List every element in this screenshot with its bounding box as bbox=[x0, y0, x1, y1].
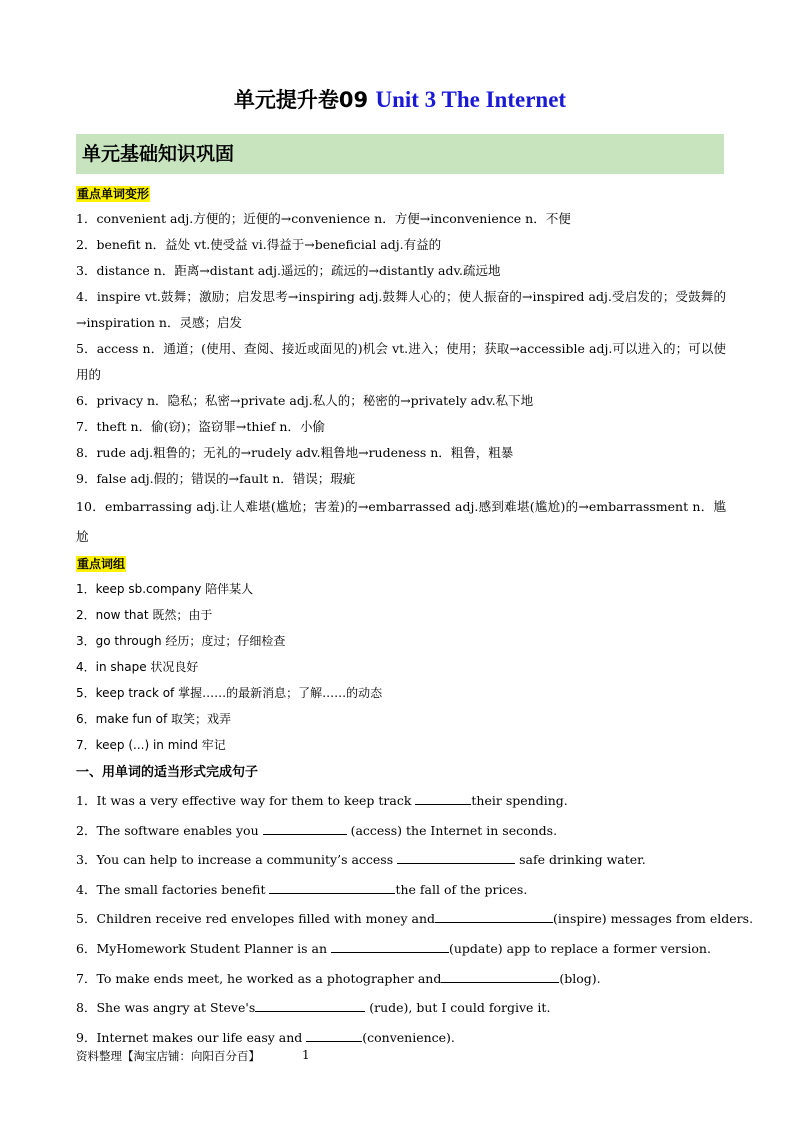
question-text: 3．You can help to increase a community’s access bbox=[76, 852, 398, 868]
exercise-question bbox=[76, 875, 726, 905]
question-text: safe drinking water. bbox=[515, 852, 646, 868]
question-text: the fall of the prices. bbox=[395, 881, 528, 897]
word-section-heading: 重点单词变形 bbox=[77, 187, 150, 201]
exercise-question bbox=[76, 904, 754, 934]
word-item: 2．benefit n．益处 vt.使受益 vi.得益于→beneficial adj.有益的 bbox=[76, 237, 442, 252]
title-unit: Unit 3 The Internet bbox=[375, 87, 567, 112]
section-banner: 单元基础知识巩固 bbox=[76, 134, 724, 174]
content bbox=[76, 186, 754, 1052]
phrase-item: 6．make fun of 取笑；戏弄 bbox=[76, 712, 232, 726]
question-text: (update) app to replace a former version. bbox=[449, 940, 711, 956]
phrase-item: 5．keep track of 掌握……的最新消息；了解……的动态 bbox=[76, 686, 383, 700]
question-text: 4．The small factories benefit bbox=[76, 881, 270, 897]
word-item: 8．rude adj.粗鲁的；无礼的→rudely adv.粗鲁地→rudeness n．粗鲁，粗暴 bbox=[76, 445, 514, 460]
question-text: (access) the Internet in seconds. bbox=[346, 822, 558, 838]
answer-blank[interactable] bbox=[435, 910, 553, 923]
question-text: 5．Children receive red envelopes filled with money and bbox=[76, 911, 436, 927]
question-text: 9．Internet makes our life easy and bbox=[76, 1029, 307, 1045]
exercise-question bbox=[76, 993, 726, 1023]
exercise-list bbox=[76, 786, 754, 1052]
phrase-item: 1．keep sb.company 陪伴某人 bbox=[76, 582, 254, 596]
question-text: 6．MyHomework Student Planner is an bbox=[76, 940, 331, 956]
page-title bbox=[0, 84, 800, 114]
answer-blank[interactable] bbox=[269, 881, 395, 894]
question-text: 7．To make ends meet, he worked as a photographer and bbox=[76, 970, 442, 986]
answer-blank[interactable] bbox=[306, 1029, 362, 1042]
footer-source: 资料整理【淘宝店铺：向阳百分百】 bbox=[76, 1049, 260, 1063]
word-item: 5．access n．通道；(使用、查阅、接近或面见的)机会 vt.进入；使用；获取→accessible adj.可以进入的；可以使用的 bbox=[76, 341, 726, 382]
exercise-heading: 一、用单词的适当形式完成句子 bbox=[76, 765, 259, 780]
answer-blank[interactable] bbox=[415, 792, 471, 805]
answer-blank[interactable] bbox=[441, 970, 559, 983]
answer-blank[interactable] bbox=[255, 999, 365, 1012]
exercise-question bbox=[76, 964, 726, 994]
exercise-question bbox=[76, 934, 726, 964]
phrase-section-heading: 重点词组 bbox=[77, 557, 126, 571]
exercise-question bbox=[76, 845, 726, 875]
word-item: 4．inspire vt.鼓舞；激励；启发思考→inspiring adj.鼓舞人心的；使人振奋的→inspired adj.受启发的；受鼓舞的→inspiration n．灵感；启发 bbox=[76, 289, 726, 330]
question-text: 2．The software enables you bbox=[76, 822, 263, 838]
word-item: 10．embarrassing adj.让人难堪(尴尬；害羞)的→embarrassed adj.感到难堪(尴尬)的→embarrassment n．尴尬 bbox=[76, 499, 726, 544]
page-number: 1 bbox=[302, 1048, 310, 1062]
exercise-question bbox=[76, 786, 726, 816]
word-item: 9．false adj.假的；错误的→fault n．错误；瑕疵 bbox=[76, 471, 356, 486]
word-item: 1．convenient adj.方便的；近便的→convenience n．方便→inconvenience n．不便 bbox=[76, 211, 571, 226]
phrase-item: 7．keep (...) in mind 牢记 bbox=[76, 738, 226, 752]
word-item: 7．theft n．偷(窃)；盗窃罪→thief n．小偷 bbox=[76, 419, 325, 434]
question-text: (inspire) messages from elders. bbox=[553, 911, 754, 927]
phrase-item: 3．go through 经历；度过；仔细检查 bbox=[76, 634, 286, 648]
question-text: 1．It was a very effective way for them to keep track bbox=[76, 793, 416, 808]
question-text: their spending. bbox=[471, 793, 568, 808]
title-prefix: 单元提升卷09 bbox=[233, 88, 369, 112]
question-text: (rude), but I could forgive it. bbox=[365, 1000, 551, 1016]
word-item: 6．privacy n．隐私；私密→private adj.私人的；秘密的→privately adv.私下地 bbox=[76, 393, 534, 408]
question-text: (convenience). bbox=[362, 1029, 455, 1045]
exercise-question bbox=[76, 816, 726, 846]
answer-blank[interactable] bbox=[397, 851, 515, 864]
phrase-item: 2．now that 既然；由于 bbox=[76, 608, 213, 622]
word-item: 3．distance n．距离→distant adj.遥远的；疏远的→distantly adv.疏远地 bbox=[76, 263, 501, 278]
answer-blank[interactable] bbox=[263, 822, 347, 835]
answer-blank[interactable] bbox=[331, 940, 449, 953]
phrase-list bbox=[76, 576, 726, 758]
phrase-item: 4．in shape 状况良好 bbox=[76, 660, 199, 674]
question-text: (blog). bbox=[559, 970, 601, 986]
word-list bbox=[76, 206, 726, 552]
question-text: 8．She was angry at Steve's bbox=[76, 1000, 256, 1016]
